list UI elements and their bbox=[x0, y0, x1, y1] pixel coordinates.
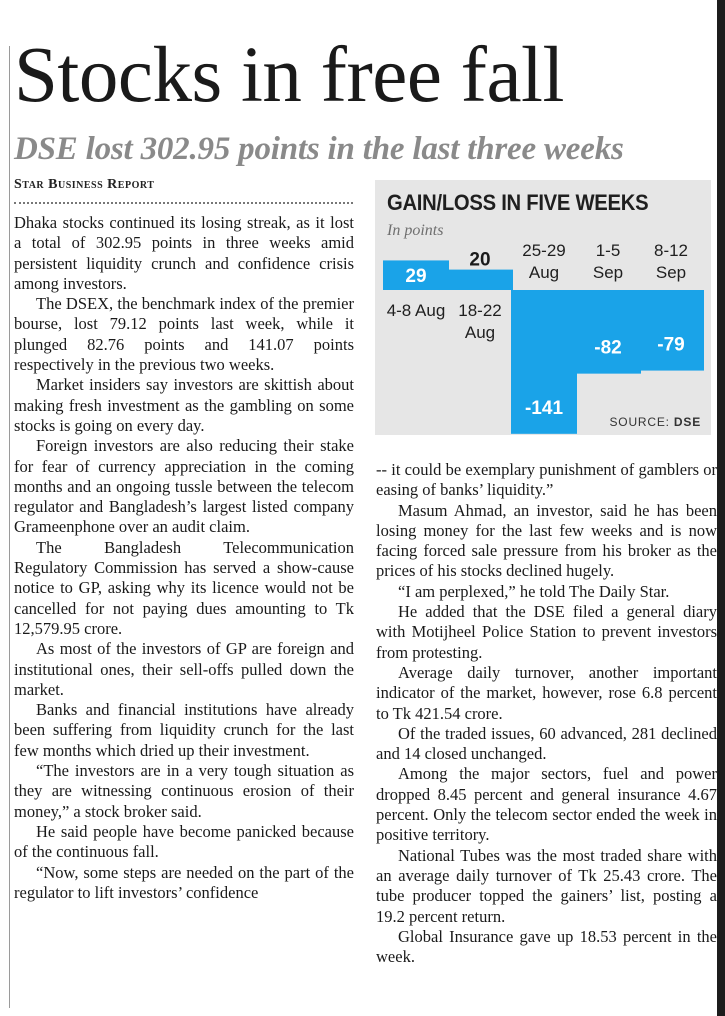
gain-loss-chart bbox=[375, 180, 711, 435]
column-rule bbox=[9, 46, 10, 1008]
chart-unit-label: In points bbox=[387, 222, 444, 239]
byline: Star Business Report bbox=[14, 177, 155, 192]
article-paragraph: National Tubes was the most traded share with an average daily turnover of Tk 25.43 crore. The tube producer topped the gainers’ list, posting a 19.2 percent return. bbox=[376, 845, 717, 926]
article-paragraph: “I am perplexed,” he told The Daily Star. bbox=[398, 581, 670, 601]
chart-title: GAIN/LOSS IN FIVE WEEKS bbox=[387, 190, 649, 215]
article-paragraph: Banks and financial institutions have already been suffering from liquidity crunch for the last few months which dried up their investment. bbox=[14, 700, 354, 760]
article-column-left bbox=[14, 213, 354, 903]
chart-plot bbox=[375, 180, 711, 435]
chart-category-label: 8-12 Sep bbox=[653, 241, 689, 282]
article-paragraph: Dhaka stocks continued its losing streak, as it lost a total of 302.95 points in three weeks amid persistent liquidity crunch and confidence crisis among investors. bbox=[14, 213, 354, 293]
chart-data-label: 20 bbox=[469, 249, 491, 271]
article-paragraph: Of the traded issues, 60 advanced, 281 declined and 14 closed unchanged. bbox=[376, 723, 717, 764]
article-paragraph: He added that the DSE filed a general diary with Motijheel Police Station to prevent investors from protesting. bbox=[376, 602, 717, 662]
article-column-right bbox=[376, 460, 717, 967]
headline: Stocks in free fall bbox=[14, 32, 564, 119]
chart-data-label: -82 bbox=[594, 337, 622, 359]
article-paragraph: Market insiders say investors are skittish about making fresh investment as the gambling on some stocks is going on every day. bbox=[14, 375, 354, 435]
subheadline: DSE lost 302.95 points in the last three weeks bbox=[14, 131, 624, 167]
byline-divider bbox=[14, 202, 353, 204]
chart-category-label: 18-22 Aug bbox=[458, 301, 502, 342]
chart-source-name: DSE bbox=[673, 415, 701, 429]
article-paragraph: Among the major sectors, fuel and power dropped 8.45 percent and general insurance 4.67 percent. Only the telecom sector ended the week in positive territory. bbox=[376, 764, 717, 845]
chart-data-label: 29 bbox=[405, 266, 427, 288]
chart-source-prefix: SOURCE: bbox=[609, 415, 674, 429]
article-paragraph: He said people have become panicked because of the continuous fall. bbox=[14, 821, 354, 862]
chart-data-label: -141 bbox=[524, 397, 564, 419]
chart-category-label: 4-8 Aug bbox=[386, 301, 446, 320]
chart-bar bbox=[575, 290, 641, 374]
article-paragraph: As most of the investors of GP are foreign and institutional ones, their sell-offs pulled down the market. bbox=[14, 639, 354, 699]
article-paragraph: Global Insurance gave up 18.53 percent in the week. bbox=[376, 926, 717, 967]
chart-bar bbox=[447, 270, 513, 290]
article-paragraph: Average daily turnover, another important indicator of the market, however, rose 6.8 percent to Tk 421.54 crore. bbox=[376, 662, 717, 723]
chart-source bbox=[610, 415, 702, 429]
chart-category-label: 25-29 Aug bbox=[522, 241, 566, 282]
article-paragraph: Foreign investors are also reducing their stake for fear of currency appreciation in the coming months and an ongoing tussle between the telecom regulator and Bangladesh’s largest listed company Grameenphone over an audit claim. bbox=[14, 436, 354, 537]
article-paragraph: The Bangladesh Telecommunication Regulatory Commission has served a show-cause notice to GP, asking why its licence would not be cancelled for not paying dues amounting to Tk 12,579.95 crore. bbox=[14, 537, 354, 638]
article-paragraph: -- it could be exemplary punishment of gamblers or easing of banks’ liquidity.” bbox=[376, 460, 717, 500]
article-paragraph: The DSEX, the benchmark index of the premier bourse, lost 79.12 points last week, while it plunged 82.76 points and 141.07 points respectively in the previous two weeks. bbox=[14, 294, 354, 375]
chart-category-label: 1-5 Sep bbox=[592, 241, 624, 282]
chart-data-label: -79 bbox=[657, 334, 685, 356]
article-paragraph: Masum Ahmad, an investor, said he has been losing money for the last few weeks and is now facing forced sale pressure from his broker as the prices of his stocks declined hugely. bbox=[376, 500, 717, 581]
page-edge-strip bbox=[717, 0, 725, 1016]
chart-bar bbox=[638, 290, 704, 371]
article-paragraph: “Now, some steps are needed on the part of the regulator to lift investors’ confidence bbox=[14, 862, 354, 902]
article-paragraph: “The investors are in a very tough situation as they are witnessing continuous erosion of their money,” a stock broker said. bbox=[14, 761, 354, 821]
